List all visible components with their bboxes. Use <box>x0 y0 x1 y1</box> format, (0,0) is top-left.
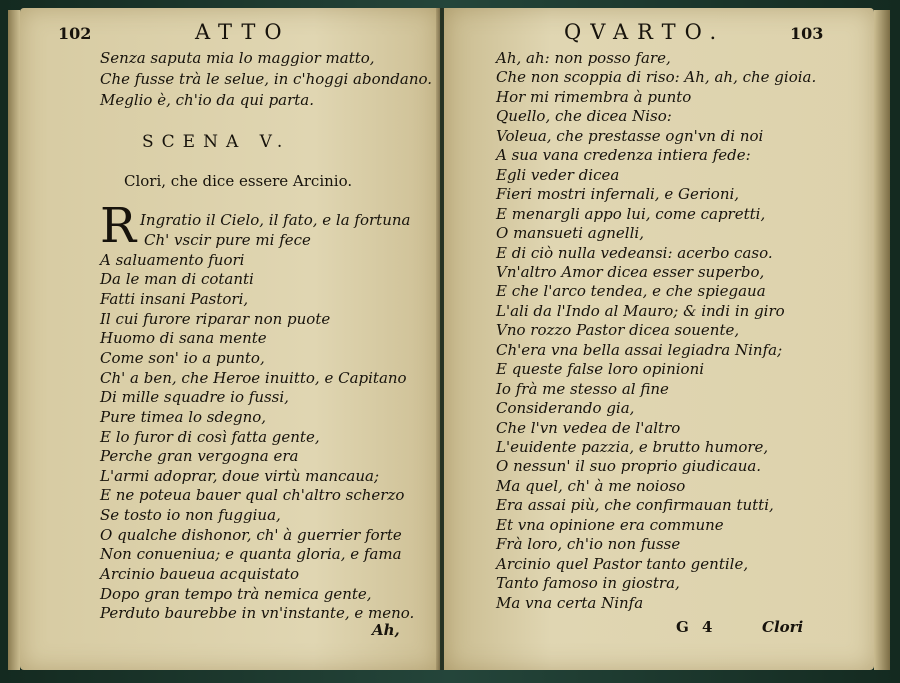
drop-cap: R <box>100 198 137 254</box>
verse-line: Ma quel, ch' à me noioso <box>496 476 686 495</box>
verse-line: Meglio è, ch'io da qui parta. <box>100 91 315 109</box>
verse-line: L'euidente pazzia, e brutto humore, <box>496 438 769 456</box>
left-running-head: ATTO <box>195 20 291 44</box>
verse-line: E che l'arco tendea, e che spiegaua <box>496 282 766 301</box>
right-catchword: Clori <box>762 618 804 636</box>
verse-line: Ma vna certa Ninfa <box>496 593 644 612</box>
verse-line: Vn'altro Amor dicea esser superbo, <box>496 262 765 281</box>
left-page-edges <box>8 10 20 670</box>
verse-line: Vno rozzo Pastor dicea souente, <box>496 321 740 340</box>
scene-heading: SCENA V. <box>142 132 291 152</box>
verse-line: Arcinio baueua acquistato <box>100 565 300 584</box>
verse-line: Ch' vscir pure mi fece <box>144 231 311 249</box>
verse-line: Se tosto io non fuggiua, <box>100 506 281 525</box>
verse-line: O nessun' il suo proprio giudicaua. <box>496 457 762 476</box>
verse-line: Da le man di cotanti <box>100 270 254 289</box>
verse-line: A saluamento fuori <box>100 250 245 269</box>
first-verse-line: Ingratio il Cielo, il fato, e la fortuna <box>140 211 411 229</box>
verse-line: Ch' a ben, che Heroe inuitto, e Capitano <box>100 368 407 387</box>
verse-line: Hor mi rimembra à punto <box>496 87 692 106</box>
verse-line: E di ciò nulla vedeansi: acerbo caso. <box>496 243 773 262</box>
verse-line: Fatti insani Pastori, <box>100 289 249 308</box>
verse-line: Ah, ah: non posso fare, <box>496 49 671 67</box>
verse-line: Che l'vn vedea de l'altro <box>496 418 681 437</box>
verse-line: Ch'era vna bella assai legiadra Ninfa; <box>496 340 783 359</box>
right-page-edges <box>874 10 890 670</box>
verse-line: Egli veder dicea <box>496 165 620 184</box>
verse-line: E ne poteua bauer qual ch'altro scherzo <box>100 486 405 505</box>
right-folio: 103 <box>790 24 824 43</box>
verse-line: Arcinio quel Pastor tanto gentile, <box>496 554 749 573</box>
verse-line: Considerando gia, <box>496 399 635 418</box>
right-page <box>444 8 874 670</box>
right-running-head: QVARTO. <box>564 20 726 44</box>
verse-line: E queste false loro opinioni <box>496 360 705 379</box>
verse-line: Voleua, che prestasse ogn'vn di noi <box>496 126 764 145</box>
verse-line: Io frà me stesso al fine <box>496 379 669 398</box>
left-catchword: Ah, <box>372 621 400 639</box>
verse-line: L'armi adoprar, doue virtù mancaua; <box>100 466 380 485</box>
verse-line: Era assai più, che confirmauan tutti, <box>496 496 774 515</box>
verse-line: Senza saputa mia lo maggior matto, <box>100 49 375 67</box>
verse-line: L'ali da l'Indo al Mauro; & indi in giro <box>496 301 785 320</box>
verse-line: O qualche dishonor, ch' à guerrier forte <box>100 525 402 544</box>
verse-line: Quello, che dicea Niso: <box>496 107 672 126</box>
left-folio: 102 <box>58 24 92 43</box>
verse-line: Frà loro, ch'io non fusse <box>496 535 681 554</box>
verse-line: Il cui furore riparar non puote <box>100 309 331 328</box>
verse-line: Perduto baurebbe in vn'instante, e meno. <box>100 604 415 623</box>
verse-line: E lo furor di così fatta gente, <box>100 427 320 446</box>
verse-line: O mansueti agnelli, <box>496 224 644 243</box>
left-page <box>20 8 440 670</box>
verse-line: Che fusse trà le selue, in c'hoggi abondano. <box>100 70 433 88</box>
verse-line: A sua vana credenza intiera fede: <box>496 146 751 165</box>
verse-line: E menargli appo lui, come capretti, <box>496 204 766 223</box>
verse-line: Non conueniua; e quanta gloria, e fama <box>100 545 402 564</box>
verse-line: Di mille squadre io fussi, <box>100 388 289 407</box>
verse-line: Dopo gran tempo trà nemica gente, <box>100 584 372 603</box>
verse-line: Come son' io a punto, <box>100 348 265 367</box>
verse-line: Tanto famoso in giostra, <box>496 574 680 593</box>
verse-line: Pure timea lo sdegno, <box>100 407 267 426</box>
verse-line: Perche gran vergogna era <box>100 447 299 466</box>
verse-line: Che non scoppia di riso: Ah, ah, che gioia. <box>496 68 817 87</box>
verse-line: Fieri mostri infernali, e Gerioni, <box>496 185 740 204</box>
verse-line: Et vna opinione era commune <box>496 515 724 534</box>
scene-persons: Clori, che dice essere Arcinio. <box>124 172 353 190</box>
signature-mark: G 4 <box>676 618 717 636</box>
verse-line: Huomo di sana mente <box>100 329 267 348</box>
